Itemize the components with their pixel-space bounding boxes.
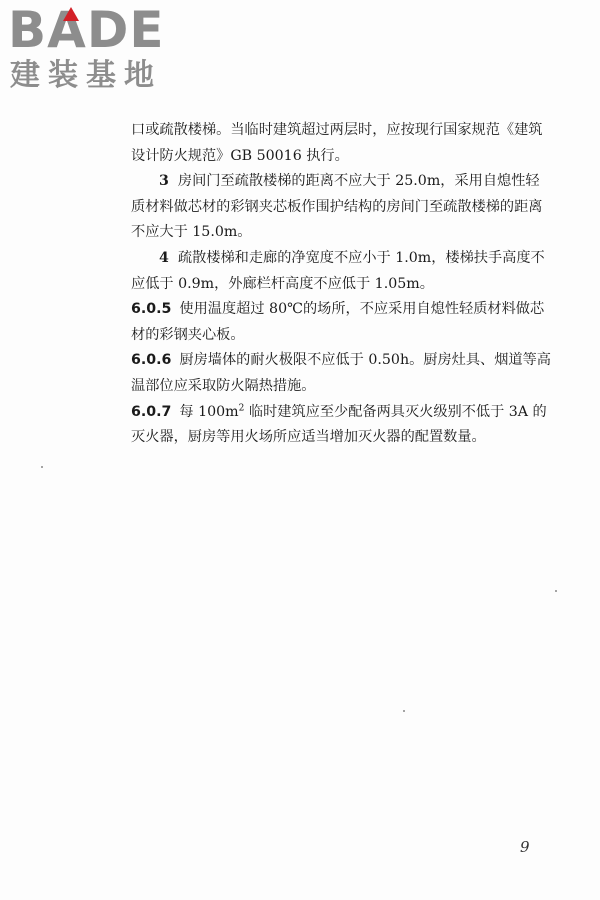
clause-6-0-5-text: 使用温度超过 80℃的场所，不应采用自熄性轻质材料做芯材的彩钢夹心板。 xyxy=(131,301,545,343)
clause-6-0-7 xyxy=(131,400,551,451)
scan-speck xyxy=(555,590,557,592)
clause-6-0-7-text-a: 每 100m xyxy=(179,403,239,420)
clause-6-0-5 xyxy=(131,297,551,348)
item-4 xyxy=(131,246,551,297)
item-3 xyxy=(131,169,551,246)
page-number: 9 xyxy=(520,838,530,856)
clause-6-0-6-number: 6.0.6 xyxy=(131,352,172,369)
logo-wordmark xyxy=(8,2,165,58)
logo-letter-a: A xyxy=(47,1,87,59)
item-3-text: 房间门至疏散楼梯的距离不应大于 25.0m，采用自熄性轻质材料做芯材的彩钢夹芯板作围护结构的房间门至疏散楼梯的距离不应大于 15.0m。 xyxy=(131,173,543,241)
clause-6-0-6-text: 厨房墙体的耐火极限不应低于 0.50h。厨房灶具、烟道等高温部位应采取防火隔热措施。 xyxy=(131,352,551,394)
clause-6-0-7-superscript: 2 xyxy=(238,402,245,413)
logo-red-triangle-icon xyxy=(63,7,79,21)
paragraph-continuation: 口或疏散楼梯。当临时建筑超过两层时，应按现行国家规范《建筑设计防火规范》GB 50016 执行。 xyxy=(131,122,543,164)
scan-speck xyxy=(403,710,405,712)
item-4-text: 疏散楼梯和走廊的净宽度不应小于 1.0m，楼梯扶手高度不应低于 0.9m，外廊栏杆高度不应低于 1.05m。 xyxy=(131,249,545,292)
clause-6-0-5-number: 6.0.5 xyxy=(131,301,172,318)
item-3-number: 3 xyxy=(159,173,169,190)
logo-letter-b: B xyxy=(8,1,48,59)
clause-6-0-6 xyxy=(131,348,551,399)
item-4-number: 4 xyxy=(159,249,169,266)
logo-letters-de: DE xyxy=(86,1,165,59)
bade-logo xyxy=(8,2,188,102)
clause-6-0-7-text-b: 临时建筑应至少配备两具灭火级别不低于 3A 的灭火器，厨房等用火场所应适当增加灭火器的配置数量。 xyxy=(131,403,547,446)
document-body xyxy=(131,118,551,451)
clause-6-0-7-number: 6.0.7 xyxy=(131,403,172,420)
logo-chinese-text: 建装基地 xyxy=(10,58,162,93)
scan-speck xyxy=(41,466,43,468)
